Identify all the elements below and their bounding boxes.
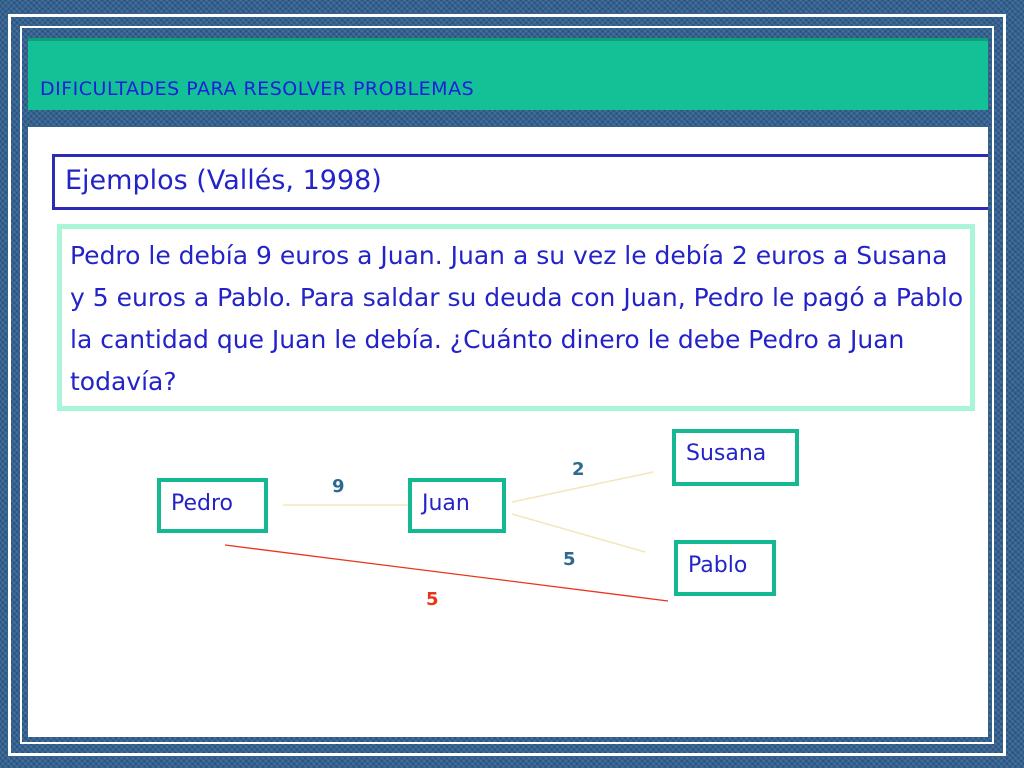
examples-heading: Ejemplos (Vallés, 1998) (65, 165, 382, 196)
slide-content (28, 127, 988, 737)
edge-label-pedro-juan: 9 (332, 476, 345, 497)
node-juan: Juan (408, 478, 506, 533)
node-pablo: Pablo (674, 540, 776, 596)
diagram-connectors (28, 127, 988, 737)
node-susana: Susana (672, 429, 799, 486)
title-bar (28, 38, 988, 110)
edge-label-juan-pablo: 5 (563, 549, 576, 570)
problem-statement: Pedro le debía 9 euros a Juan. Juan a su vez le debía 2 euros a Susana y 5 euros a Pablo. Para saldar su deuda con Juan, Pedro le pagó a Pablo la cantidad que Juan le debía. ¿Cuánto dinero le debe Pedro a Juan todavía? (70, 241, 964, 396)
edge-pedro-pablo (225, 545, 668, 601)
edge-juan-pablo (512, 514, 645, 552)
slide-title: DIFICULTADES PARA RESOLVER PROBLEMAS (40, 78, 475, 100)
debt-diagram (28, 127, 988, 737)
edge-label-pedro-pablo: 5 (426, 589, 439, 610)
edge-label-juan-susana: 2 (572, 459, 585, 480)
node-pedro: Pedro (157, 478, 268, 533)
